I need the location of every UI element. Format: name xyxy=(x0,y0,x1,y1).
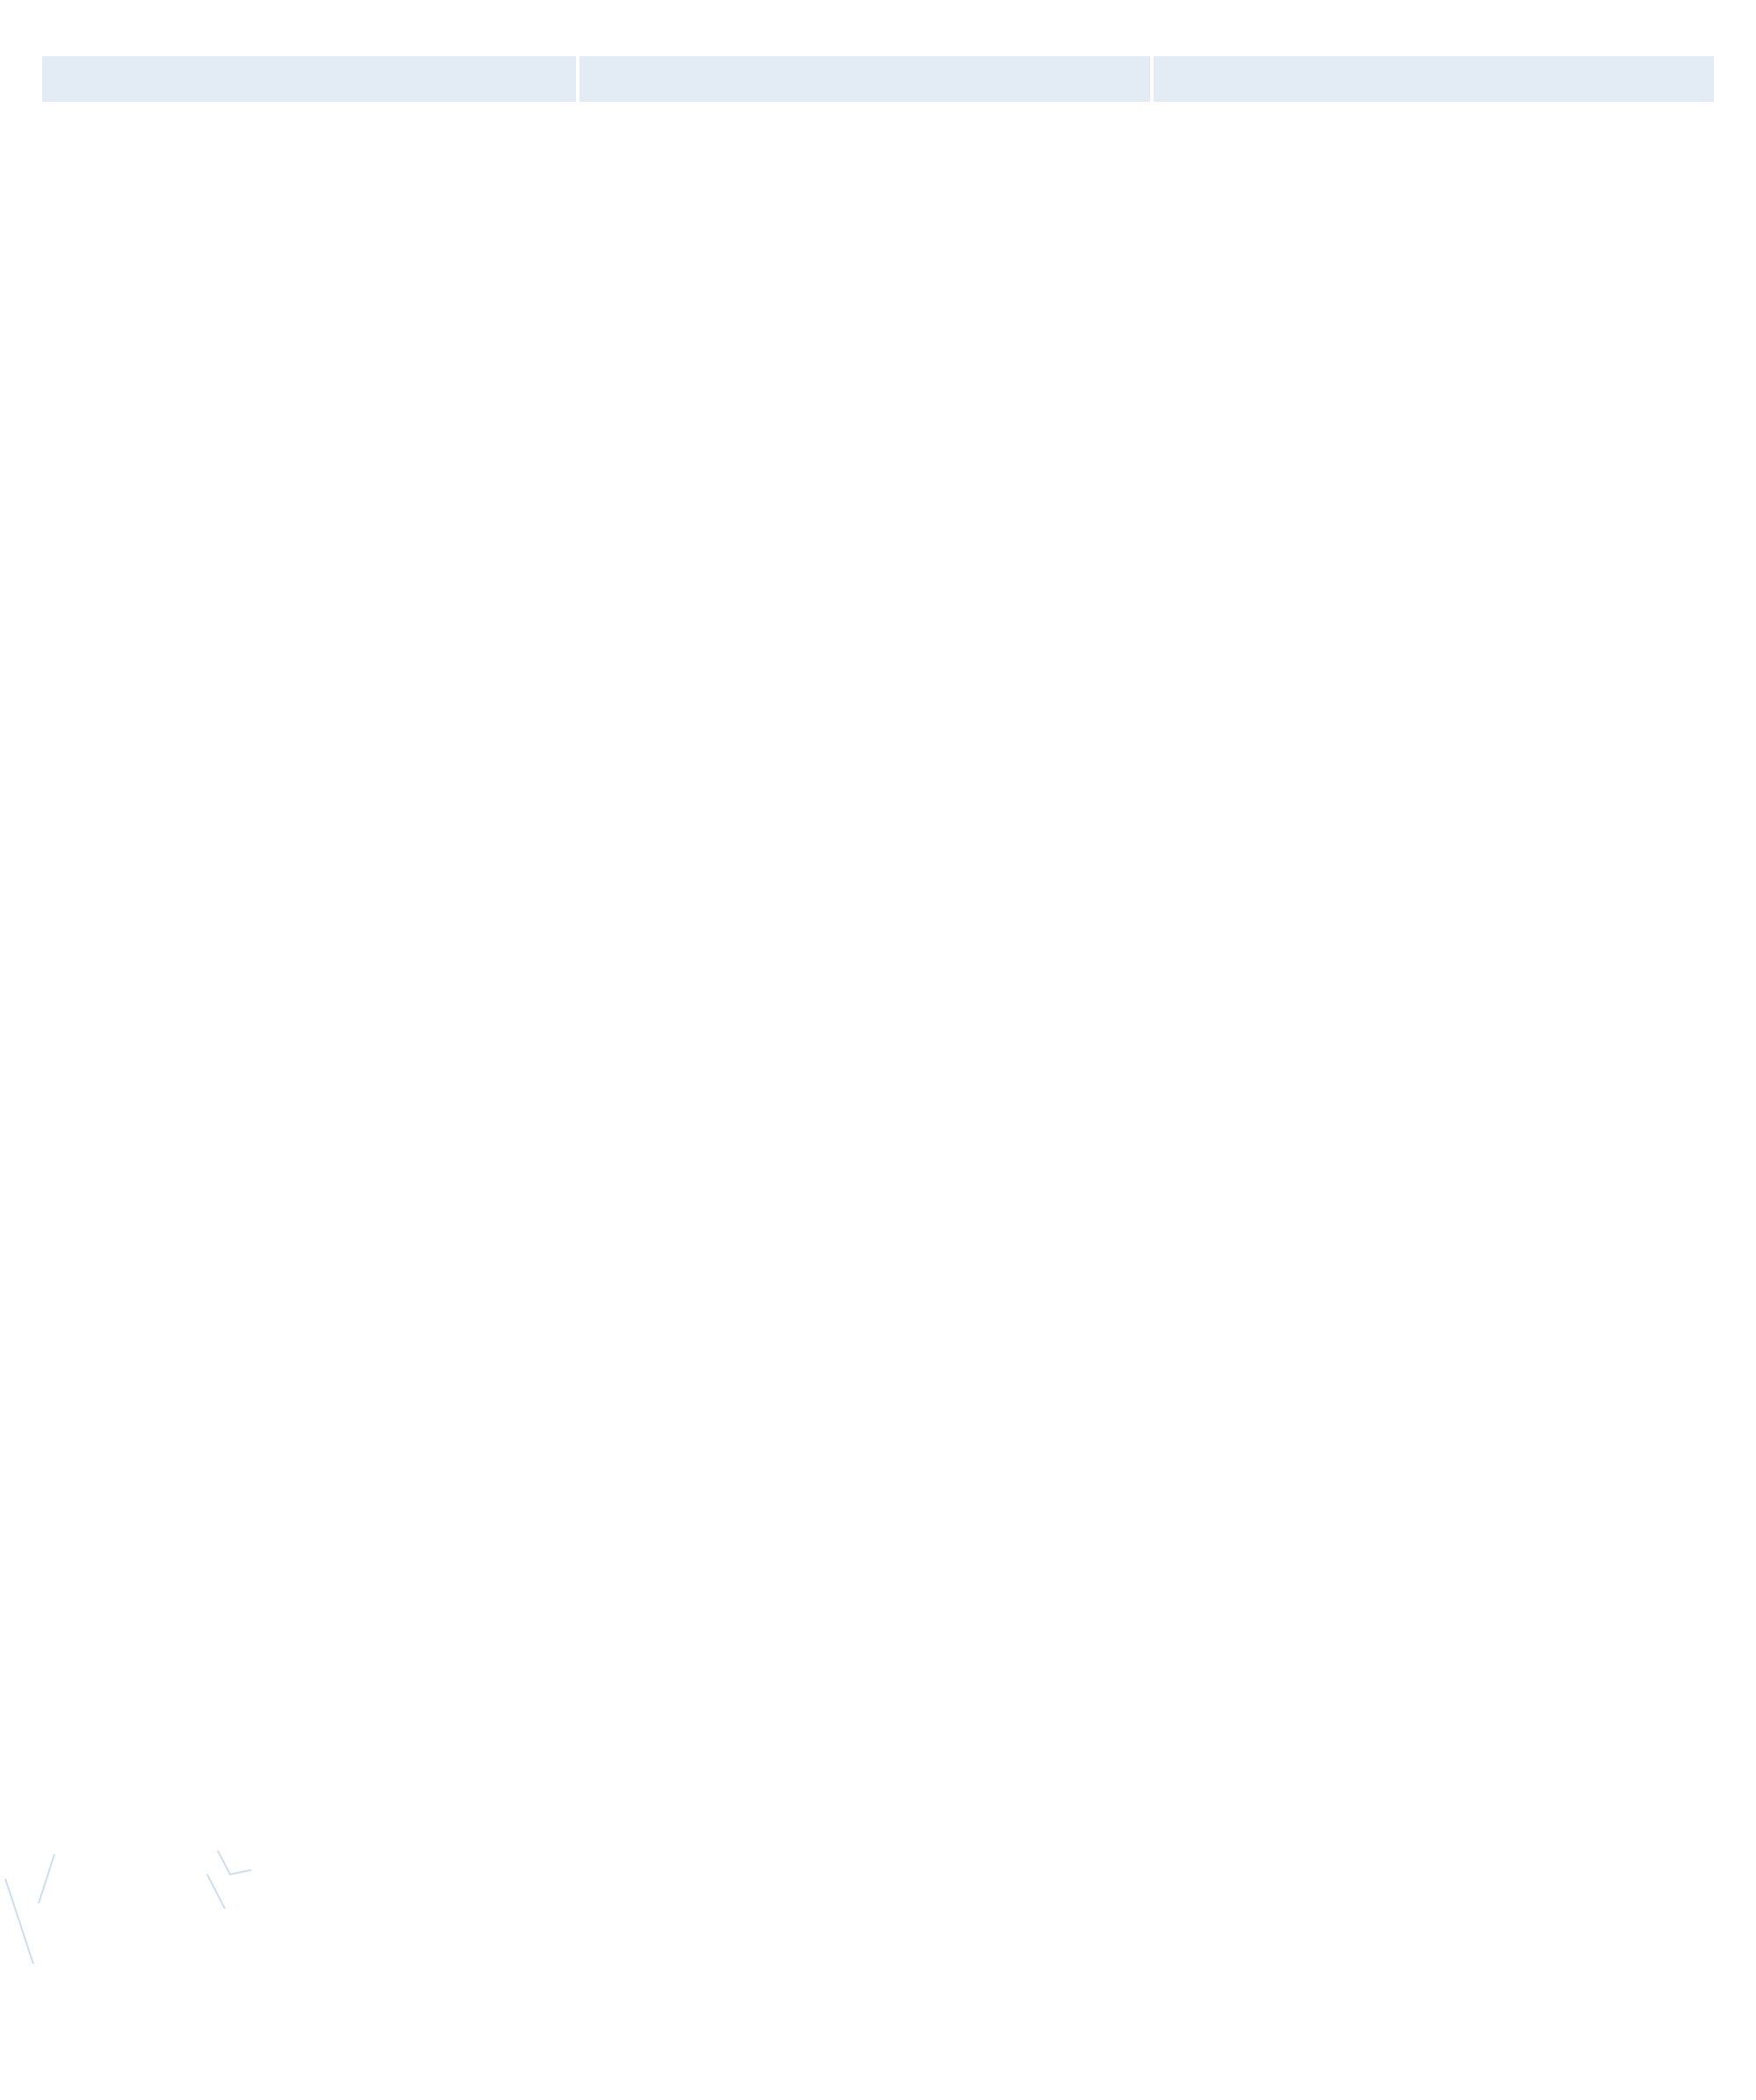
watermark-scribble xyxy=(0,1828,281,2056)
header-technical-specifications xyxy=(42,56,576,102)
feature-highlights xyxy=(0,0,1756,30)
header-gap xyxy=(42,102,1714,126)
header-model-sppc2000-a01 xyxy=(579,56,1150,102)
spec-table xyxy=(42,56,1714,126)
header-model-sppc2000-a02 xyxy=(1154,56,1714,102)
table-header-row xyxy=(42,56,1714,102)
